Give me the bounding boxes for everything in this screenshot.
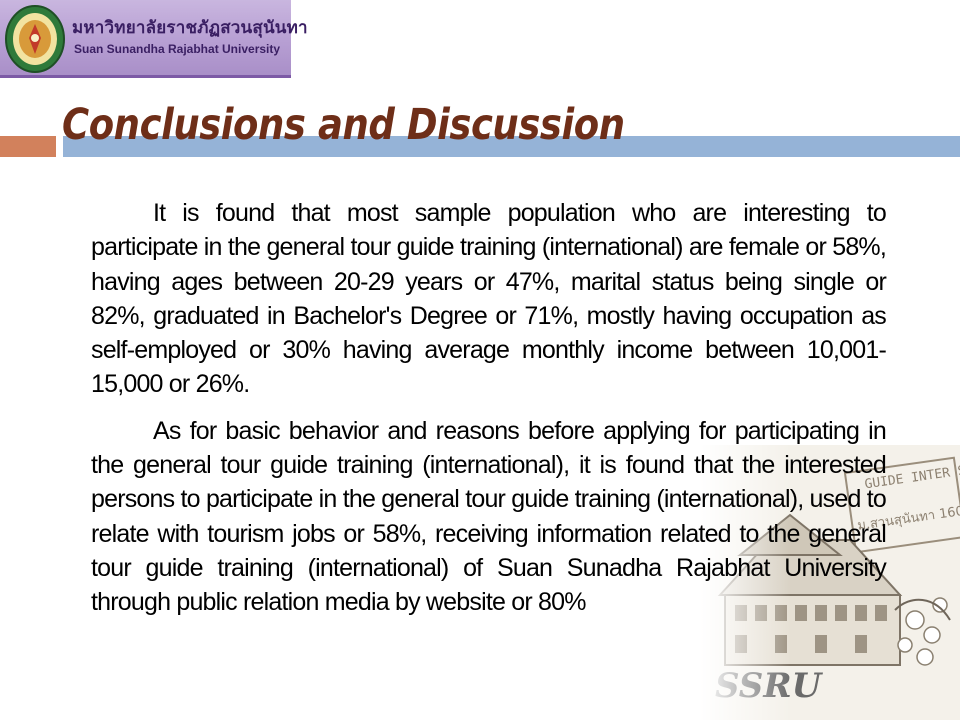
university-name-english: Suan Sunandha Rajabhat University (74, 42, 281, 56)
university-name-thai: มหาวิทยาลัยราชภัฏสวนสุนันทา (72, 18, 308, 38)
paragraph-demographics: It is found that most sample population who are interesting to participate in the general tour guide training (international) are female or 58%, having ages between 20-29 years or 47%, marital status being single or 82%, graduated in Bachelor's Degree or 71%, mostly having occupation as self-employed or 30% having average monthly income between 10,001-15,000 or 26%. (91, 199, 886, 399)
slide-title: Conclusions and Discussion (62, 100, 625, 150)
slide-body (91, 196, 886, 620)
university-banner (0, 0, 308, 78)
title-accent-bar (0, 136, 56, 157)
university-seal-icon (4, 4, 66, 74)
paragraph-behavior: As for basic behavior and reasons before applying for participating in the general tour guide training (international), it is found that the interested persons to participate in the general tour guide training (international), used to relate with tourism jobs or 58%, receiving information related to the general tour guide training (international) of Suan Sunadha Rajabhat University through public relation media by website or 80% (91, 416, 886, 617)
